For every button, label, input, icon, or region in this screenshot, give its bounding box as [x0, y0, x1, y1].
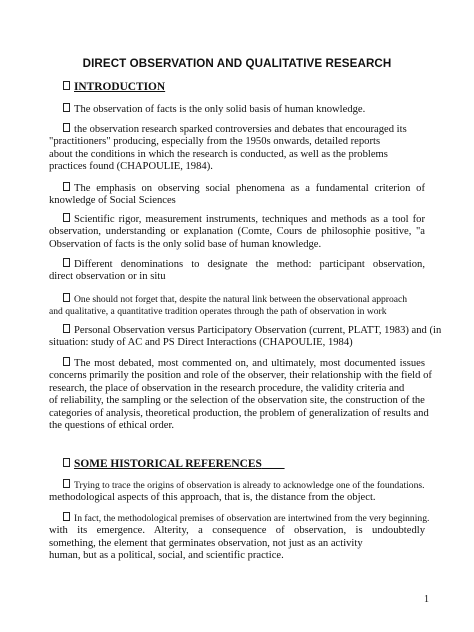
paragraph-line: Trying to trace the origins of observation is already to acknowledge one of the foundations. — [49, 479, 425, 492]
paragraph-line: concerns primarily the position and role of the observer, their relationship with the field of — [49, 370, 432, 382]
paragraph — [49, 293, 425, 319]
paragraph-line: Scientific rigor, measurement instruments, techniques and methods as a tool for — [49, 213, 425, 226]
bullet-box-icon — [63, 324, 70, 333]
paragraph-line: practices found (CHAPOULIE, 1984). — [49, 161, 213, 173]
bullet-box-icon — [63, 182, 70, 191]
paragraph-line: In fact, the methodological premises of observation are intertwined from the very beginning. — [49, 512, 425, 525]
paragraph — [49, 182, 425, 208]
paragraph — [49, 512, 430, 563]
paragraph-line: Observation of facts is the only solid base of human knowledge. — [49, 238, 322, 250]
section-heading-label: SOME HISTORICAL REFERENCES — [74, 458, 262, 470]
bullet-box-icon — [63, 357, 70, 366]
bullet-box-icon — [63, 258, 70, 267]
paragraph-line: Personal Observation versus Participatory Observation (current, PLATT, 1983) and (in — [49, 324, 425, 337]
bullet-box-icon — [63, 458, 70, 467]
paragraph-line: the observation research sparked controversies and debates that encouraged its — [49, 123, 425, 136]
paragraph-line: about the conditions in which the research is conducted, as well as the problems — [49, 148, 388, 160]
paragraph-line: The observation of facts is the only solid basis of human knowledge. — [49, 103, 425, 116]
section-heading-historical-references — [63, 458, 285, 470]
bullet-box-icon — [63, 81, 70, 90]
paragraph-line: of reliability, the sampling or the selection of the observation site, the construction of the — [49, 395, 425, 407]
section-heading-label: INTRODUCTION — [74, 81, 166, 93]
paragraph-line: with its emergence. Alterity, a consequence of observation, is undoubtedly — [49, 525, 425, 537]
paragraph-line: something, the element that germinates observation, not just as an activity — [49, 537, 363, 549]
paragraph-line: situation: study of AC and PS Direct Interactions (CHAPOULIE, 1984) — [49, 337, 353, 349]
paragraph-line: and qualitative, a quantitative tradition operates through the path of observation in work — [49, 306, 387, 318]
paragraph — [49, 213, 425, 251]
paragraph-line: research, the place of observation in the research procedure, the validity criteria and — [49, 382, 405, 394]
paragraph-line: "practitioners" producing, especially from the 1950s onwards, detailed reports — [49, 136, 381, 148]
paragraph-line: The most debated, most commented on, and ultimately, most documented issues — [49, 357, 425, 370]
section-heading-introduction — [63, 81, 165, 93]
paragraph-line: knowledge of Social Sciences — [49, 195, 176, 207]
document-title: DIRECT OBSERVATION AND QUALITATIVE RESEARCH — [82, 57, 392, 70]
paragraph — [49, 324, 442, 350]
page-number: 1 — [424, 594, 429, 605]
paragraph — [49, 123, 425, 174]
paragraph — [49, 258, 425, 284]
bullet-box-icon — [63, 479, 70, 488]
paragraph-line: the questions of ethical order. — [49, 420, 175, 432]
paragraph-line: observation, understanding or explanation (Comte, Cours de philosophie positive, "a — [49, 226, 425, 238]
paragraph-line: The emphasis on observing social phenomena as a fundamental criterion of — [49, 182, 425, 195]
paragraph — [49, 357, 432, 432]
paragraph-line: methodological aspects of this approach, that is, the distance from the object. — [49, 492, 376, 504]
paragraph-line: One should not forget that, despite the natural link between the observational approach — [49, 293, 425, 306]
section-heading-rule — [262, 458, 285, 470]
paragraph — [49, 479, 425, 505]
paragraph-line: direct observation or in situ — [49, 271, 166, 283]
bullet-box-icon — [63, 512, 70, 521]
paragraph-line: categories of analysis, theoretical production, the problem of generalization of results and — [49, 407, 429, 419]
paragraph — [49, 103, 425, 116]
bullet-box-icon — [63, 103, 70, 112]
paragraph-line: human, but as a political, social, and scientific practice. — [49, 550, 284, 562]
paragraph-line: Different denominations to designate the method: participant observation, — [49, 258, 425, 271]
bullet-box-icon — [63, 213, 70, 222]
bullet-box-icon — [63, 123, 70, 132]
bullet-box-icon — [63, 293, 70, 302]
